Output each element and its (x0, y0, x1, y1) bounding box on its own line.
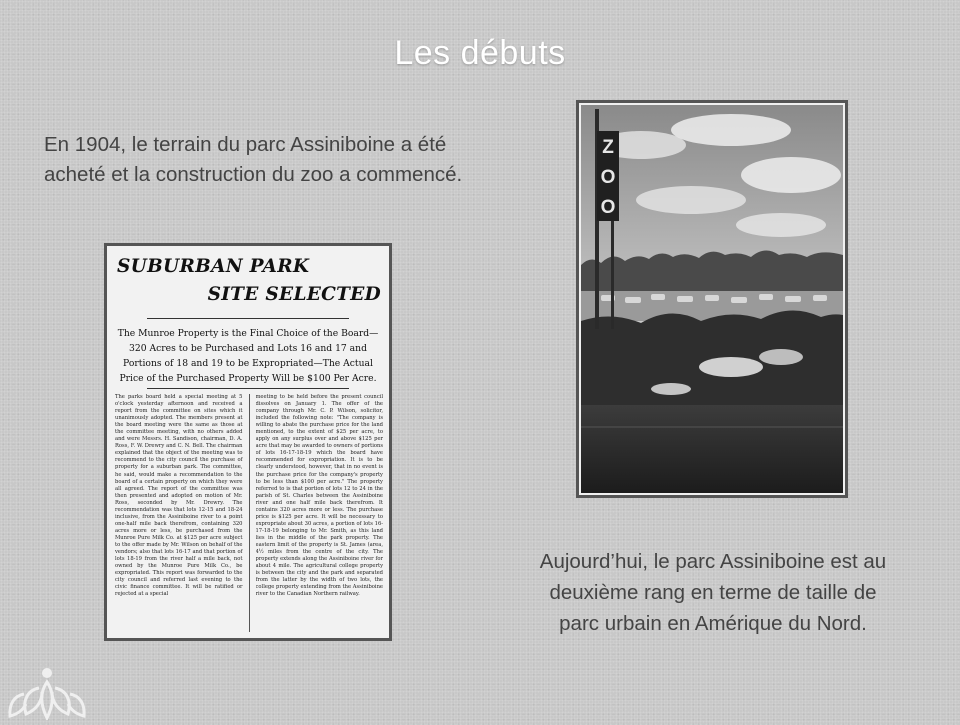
intro-text: En 1904, le terrain du parc Assiniboine a été acheté et la construction du zoo a commencé. (44, 133, 463, 186)
sign-letter: O (600, 167, 616, 188)
slide-title: Les débuts (394, 34, 566, 72)
clipping-column-1: The parks board held a special meeting at 5 o'clock yesterday afternoon and received a report from the committee on sites which it unanimously adopted. The members present at the board meeting were the same as those at the committee meeting, with no others added and were Messrs. H. Sandison, chairman, D. A. Ross, F. W. Drewry and C. N. Bell. The chairman explained that the object of the meeting was to recommend to the city council the purchase of property for a suburban park. The committee, he said, would make a recommendation to the board of a certain property on which they were all agreed. The report of the committee was then presented and adopted on motion of Mr. Ross, seconded by Mr. Drewry. The recommendation was that lots 12-15 and 18-24 inclusive, from the Assiniboine river to a point one-half mile back therefrom, containing 320 acres more or less, be purchased from the Munroe Pure Milk Co. at $125 per acre subject to the offer made by Mr. Wilson on behalf of the vendors; also that lots 16-17 and that portion of lots 18-19 from the river half a mile back, not owned by the Munroe Pure Milk Co., be expropriated. This report was forwarded to the city council and referred last evening to the civic finance committee. It will be ratified or rejected at a special (115, 394, 243, 598)
lotus-person-icon (6, 664, 88, 720)
clipping-rule (147, 388, 349, 389)
sign-letter: O (600, 197, 616, 218)
outro-text: Aujourd’hui, le parc Assiniboine est au deuxième rang en terme de taille de parc urbain en Amérique du Nord. (539, 550, 887, 635)
clipping-headline-line1: SUBURBAN PARK (117, 256, 310, 277)
newspaper-clipping (104, 243, 392, 641)
clipping-subheadline: The Munroe Property is the Final Choice of the Board—320 Acres to be Purchased and Lots 16 and 17 and Portions of 18 and 19 to be Expropriated—The Actual Price of the Purchased Property Will be $100 Per Acre. (117, 328, 379, 384)
sign-letter: Z (602, 137, 614, 158)
clipping-rule (147, 318, 349, 319)
clipping-columns (115, 394, 383, 632)
zoo-sign-photo (576, 100, 848, 498)
clipping-headline-line2: SITE SELECTED (207, 284, 381, 305)
column-divider (249, 394, 250, 632)
zoo-photo-image (581, 105, 843, 493)
clipping-column-2: meeting to be held before the present council dissolves on January 1. The offer of the company through Mr. C. P. Wilson, solicitor, included the following note: "The company is willing to abate the purchase price for the land mentioned, to the extent of $25 per acre, to apply on any surplus over and above $125 per acre that may be awarded to owners of portions of lots 16-17-18-19 which the board have recommended for expropriation. It is to be clearly understood, however, that in no event is the purchase price for the company's property to be less than $100 per acre." The property referred to is that portion of lots 12 to 24 in the parish of St. Charles between the Assiniboine river and one half mile back therefrom. It contains 320 acres more or less. The purchase price is $125 per acre. It will be necessary to expropriate about 30 acres, a portion of lots 16-17-18-19 belonging to Mr. Smith, as this land lies in the middle of the park property. The eastern limit of the property is St. James (area, 4½ miles from the centre of the city. The property extends along the Assiniboine river for about 4 mile. The agricultural college property is between the city and the park and separated from the latter by the width of two lots, the college property extending from the Assiniboine river to the Canadian Northern railway. (255, 394, 383, 598)
